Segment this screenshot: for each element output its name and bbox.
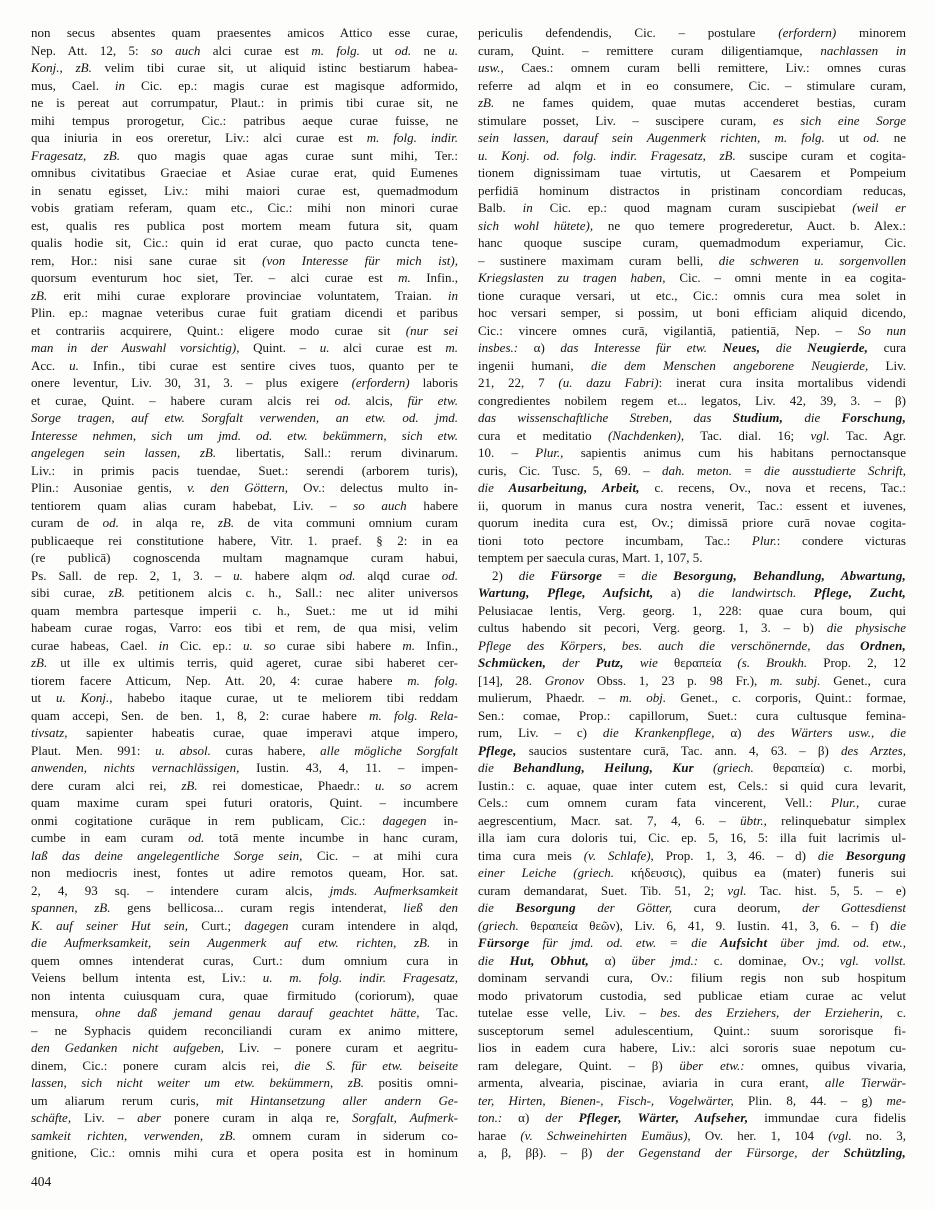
text-line: angelegen sein lassen, zB. libertatis, Sall.: rerum divinarum. <box>31 445 458 460</box>
text-line: 2, 4, 93 sq. – intendere curam alcis, jmds. Aufmerksamkeit <box>31 882 458 898</box>
text-line: lios in eadem cura habere, Liv.: alci sororis suae nepotum cu- <box>478 1040 906 1055</box>
italic-gloss: in <box>447 287 458 303</box>
italic-gloss: od. <box>188 830 205 845</box>
italic-gloss: die <box>890 917 906 933</box>
italic-gloss: des Arztes, <box>841 742 906 758</box>
italic-gloss: (Nachdenken), <box>607 427 685 443</box>
italic-gloss: über etw.: <box>679 1057 745 1073</box>
italic-gloss: (erfordern) <box>351 375 410 390</box>
italic-gloss: (v. Schlafe), <box>583 847 654 863</box>
italic-gloss: die Aufmerksamkeit, sein Augenmerk auf etw. richten, zB. <box>31 935 431 950</box>
text-line: Konj., zB. velim tibi curae sit, ut aliquid istinc bestiarum habea- <box>31 60 458 75</box>
italic-gloss: u. so <box>243 637 276 653</box>
text-line: [14], 28. Gronov Obss. 1, 23 p. 98 Fr.), m. subj. Genet., cura <box>478 672 906 688</box>
text-line: tionem dignissimam tuae virtutis, ut Caesarem et Pompeium <box>478 165 906 180</box>
text-line: curis, Cic. Tusc. 5, 69. – dah. meton. = die ausstudierte Schrift, <box>478 462 906 478</box>
italic-gloss: Gronov <box>544 672 585 688</box>
italic-gloss: u. Konj. od. folg. indir. Fragesatz, zB. <box>478 147 736 163</box>
italic-gloss: den Gedanken nicht aufgeben, <box>31 1040 225 1055</box>
bold-keyword: Putz, <box>595 655 624 670</box>
text-line: ram delegare, Quint. – β) über etw.: omnes, quibus vivaria, <box>478 1057 906 1073</box>
text-line: ingenii humani, die dem Menschen angeborene Neugierde, Liv. <box>478 357 906 373</box>
italic-gloss: od. <box>102 515 119 530</box>
italic-gloss: die <box>478 952 494 968</box>
italic-gloss: laß das deine angelegentliche Sorge sein, <box>31 847 303 863</box>
italic-gloss: m. <box>402 637 415 653</box>
text-line: ter, Hirten, Bienen-, Fisch-, Vogelwärter, Plin. 8, 44. – g) me- <box>478 1092 906 1108</box>
bold-keyword: Schmücken, <box>478 655 547 670</box>
text-line: die Hut, Obhut, α) über jmd.: c. dominae, Ov.; vgl. vollst. <box>478 952 906 968</box>
text-line: mus, Cael. in Cic. ep.: magis curae est magisque adformido, <box>31 77 458 93</box>
italic-gloss: die landwirtsch. <box>698 585 797 600</box>
italic-gloss: die dem Menschen angeborene Neugierde, <box>590 357 869 373</box>
italic-gloss: einer Leiche (griech. <box>478 865 615 880</box>
left-column <box>31 24 458 1162</box>
text-line <box>478 934 906 952</box>
text-line: onere leventur, Liv. 30, 31, 3. – plus exigere (erfordern) laboris <box>31 375 458 390</box>
italic-gloss: od. <box>339 567 356 583</box>
italic-gloss: usw., <box>478 60 504 75</box>
text-line: non mediocris inest, fontes ut adire remotos queam, Hor. sat. <box>31 865 458 880</box>
text-line: Iustin.: c. aquae, quae inter cutem est, Cels.: si quid cura levarit, <box>478 777 906 793</box>
italic-gloss: m. folg. Rela- <box>369 707 458 723</box>
italic-gloss: der Götter, <box>597 900 673 915</box>
italic-gloss: die <box>478 480 494 495</box>
italic-gloss: dagegen <box>244 917 289 933</box>
text-line: stimulare posset, Liv. – suscipere curam, es sich eine Sorge <box>478 112 906 128</box>
bold-keyword: Besorgung, Behandlung, Abwartung, <box>673 567 906 583</box>
text-line <box>31 409 458 427</box>
text-line: quam accepi, Sen. de ben. 1, 8, 2: curae habere m. folg. Rela- <box>31 707 458 723</box>
italic-gloss: das Interesse für etw. <box>560 340 708 355</box>
italic-gloss: Fragesatz, zB. <box>31 147 120 163</box>
italic-gloss: So nun <box>857 322 906 338</box>
italic-gloss: od. <box>394 42 412 58</box>
italic-gloss: die <box>518 567 535 583</box>
bold-keyword: Fürsorge <box>550 567 603 583</box>
text-line: periculis defendendis, Cic. – postulare (erfordern) minorem <box>478 25 906 40</box>
italic-gloss: (von Interesse für mich ist), <box>262 252 458 268</box>
italic-gloss: mit Hintansetzung aller andern Ge- <box>216 1092 458 1108</box>
italic-gloss: für etw. <box>407 392 458 408</box>
italic-gloss: angelegen sein lassen, zB. <box>31 445 217 460</box>
text-line: Balb. in Cic. ep.: quod magnam curam suscipiebat (weil er <box>478 200 906 215</box>
italic-gloss: die <box>641 567 658 583</box>
text-line: qualis hodie sit, Cic.: quin id erat curae, quo pacto cuncta tene- <box>31 235 458 250</box>
text-line: referre ad alqm et in eo consumere, Cic. – stimulare curam, <box>478 77 906 93</box>
italic-gloss: samkeit richten, verwenden, zB. <box>31 1127 236 1143</box>
text-line: cultus habendo sit pecori, Verg. georg. 1, 3. – b) die physische <box>478 620 906 635</box>
italic-gloss: alle mögliche Sorgfalt <box>320 742 458 758</box>
italic-gloss: spannen, zB. <box>31 900 111 915</box>
text-line: in senatu egisset, Liv.: mihi maiori curae est, quemadmodum <box>31 182 458 198</box>
text-line: schäfte, Liv. – aber ponere curam in alqa re, Sorgfalt, Aufmerk- <box>31 1110 458 1125</box>
page-number: 404 <box>31 1174 52 1189</box>
italic-gloss: Pflege des Körpers, bes. auch die verschönernde, das <box>478 637 845 653</box>
italic-gloss: die schweren u. sorgenvollen <box>718 252 906 268</box>
italic-gloss: über jmd.: <box>631 952 699 968</box>
text-line: tiorem facere Atticum, Nep. Att. 20, 4: curae habere m. folg. <box>31 672 458 688</box>
italic-gloss: die physische <box>826 620 906 635</box>
italic-gloss: ton.: <box>478 1110 503 1125</box>
text-line: laß das deine angelegentliche Sorge sein, Cic. – at mihi cura <box>31 847 458 863</box>
italic-gloss: Sorgfalt, Aufmerk- <box>352 1110 458 1125</box>
italic-gloss: der Gegenstand der Fürsorge, der <box>606 1145 830 1160</box>
italic-gloss: (weil er <box>852 200 906 215</box>
bold-keyword: Fürsorge <box>478 935 530 950</box>
bold-keyword: Besorgung <box>845 847 906 863</box>
text-line: curam, Quint. – remittere curam diligentiamque, nachlassen in <box>478 42 906 58</box>
italic-gloss: u. <box>69 357 79 373</box>
text-line: Schmücken, der Putz, wie θεραπεία (s. Broukh. Prop. 2, 12 <box>478 655 906 670</box>
text-line: cumbe in eam curam od. totā mente incumbe in hanc curam, <box>31 830 458 845</box>
text-line: tentiorem quam alias curam habebat, Liv. – so auch habere <box>31 497 458 513</box>
text-line: rem, Hor.: nisi sane curae sit (von Interesse für mich ist), <box>31 252 458 268</box>
text-line: samkeit richten, verwenden, zB. omnem curam in siderum co- <box>31 1127 458 1143</box>
italic-gloss: die S. für etw. beiseite <box>294 1057 458 1073</box>
text-line: hanc quoque suscipe curam, quemadmodum experiamur, Cic. <box>478 235 906 250</box>
bold-keyword: Pflege, <box>478 742 517 758</box>
text-line: tutelae esse velle, Liv. – bes. des Erziehers, der Erzieherin, c. <box>478 1005 906 1020</box>
italic-gloss: zB. <box>181 777 198 793</box>
text-line: mensura, ohne daß jemand genau darauf geachtet hätte, Tac. <box>31 1005 458 1020</box>
italic-gloss: m. <box>398 270 411 285</box>
italic-gloss: u. <box>233 567 243 583</box>
italic-gloss: m. obj. <box>619 690 667 705</box>
italic-gloss: in <box>522 200 533 215</box>
bold-keyword: Schützling, <box>843 1145 906 1160</box>
bold-keyword: Wartung, Pflege, Aufsicht, <box>478 585 654 600</box>
italic-gloss: (griech. <box>478 917 519 933</box>
italic-gloss: zB. <box>478 95 495 110</box>
italic-gloss: in <box>114 77 126 93</box>
italic-gloss: zB. <box>108 585 125 600</box>
italic-gloss: u. m. folg. indir. Fragesatz, <box>262 970 458 985</box>
bold-keyword: Ausarbeitung, Arbeit, <box>508 480 640 495</box>
text-line: Fragesatz, zB. quo magis quae agas curae sunt mihi, Ter.: <box>31 147 458 163</box>
text-line: tione curaque versari, ut etc., Cic.: omnis cura mea solet in <box>478 287 906 303</box>
text-line: tivsatz, sapienter habeatis curae, quae imperavi atque impero, <box>31 725 458 740</box>
text-line: Liv.: in primis pacis tuendae, Suet.: serendi (arborem turis), <box>31 462 458 478</box>
italic-gloss: vgl. <box>727 882 747 898</box>
text-line: sich wohl hütete), ne quo temere progrederetur, Auct. b. Alex.: <box>478 217 906 233</box>
text-line: usw., Caes.: omnem curam belli remittere, Liv.: omnes curas <box>478 60 906 75</box>
italic-gloss: die <box>817 847 834 863</box>
italic-gloss: u. absol. <box>155 742 211 758</box>
text-line: susceptorum semel adulescentium, Quint.: suum sororisque fi- <box>478 1022 906 1038</box>
italic-gloss: (griech. <box>713 760 754 775</box>
text-line: a, β, ββ). – β) der Gegenstand der Fürsorge, der Schützling, <box>478 1145 906 1160</box>
italic-gloss: sein lassen, darauf sein Augenmerk richten, m. folg. <box>478 130 825 145</box>
text-line: vobis gratiam referam, quam etc., Cic.: mihi non minori curae <box>31 200 458 215</box>
italic-gloss: es sich eine Sorge <box>772 112 906 128</box>
italic-gloss: ohne daß jemand genau darauf geachtet hätte, <box>95 1005 420 1020</box>
text-line: Kriegslasten zu tragen haben, Cic. – omni mente in ea cogita- <box>478 270 906 285</box>
text-line: um aliarum rerum curis, mit Hintansetzung aller andern Ge- <box>31 1092 458 1108</box>
italic-gloss: u. Konj., <box>56 690 113 705</box>
text-line: omnibus civitatibus Graeciae et Asiae curae erat, quid Eumenes <box>31 165 458 180</box>
italic-gloss: der Gottesdienst <box>802 900 906 915</box>
text-line: sibi curae, zB. petitionem alcis c. h., Sall.: nec aliter universos <box>31 585 458 600</box>
text-line: Wartung, Pflege, Aufsicht, a) die landwirtsch. Pflege, Zucht, <box>478 585 906 600</box>
italic-gloss: anwenden, nichts vernachlässigen, <box>31 760 240 775</box>
italic-gloss: m. folg. <box>311 42 360 58</box>
italic-gloss: Kriegslasten zu tragen haben, <box>478 270 666 285</box>
text-line: quam maxime curam spei futuri oratoris, Quint. – incumbere <box>31 795 458 810</box>
italic-gloss: m. folg. <box>407 672 458 688</box>
italic-gloss: dagegen <box>382 812 427 828</box>
text-line: 2) die Fürsorge = die Besorgung, Behandlung, Abwartung, <box>492 567 906 583</box>
text-line: congredientes nobilem regem et... legatos, Liv. 42, 39, 3. – β) <box>478 392 906 408</box>
bold-keyword: Forschung, <box>841 410 906 425</box>
text-line: Plaut. Men. 991: u. absol. curas habere, alle mögliche Sorgfalt <box>31 742 458 758</box>
text-line: harae (v. Schweinehirten Eumäus), Ov. her. 1, 104 (vgl. no. 3, <box>478 1127 906 1143</box>
bold-keyword: Studium, <box>732 410 784 425</box>
text-line: non intenta cuiusquam cura, quae firmitudo (coriorum), quae <box>31 987 458 1003</box>
italic-gloss: insbes.: <box>478 340 519 355</box>
italic-gloss: m. folg. indir. <box>366 130 458 145</box>
italic-gloss: (nur sei <box>405 322 458 338</box>
text-line: temptem per saecula curas, Mart. 1, 107, 5. <box>478 550 703 565</box>
text-line: et curae, Quint. – habere curam alcis rei od. alcis, für etw. <box>31 392 458 408</box>
text-line: (griech. θεραπεία θεῶν), Liv. 6, 41, 9. Iustin. 41, 3, 6. – f) die <box>478 917 906 933</box>
text-line: – ne Syphacis quidem reconciliandi curam ex animo mittere, <box>31 1022 458 1038</box>
italic-gloss: Plur. <box>751 532 777 548</box>
italic-gloss: vgl. vollst. <box>839 952 906 968</box>
text-line <box>478 637 906 655</box>
text-line: die Aufmerksamkeit, sein Augenmerk auf etw. richten, zB. in <box>31 935 458 950</box>
text-line: dere curam alci rei, zB. rei domesticae, Phaedr.: u. so acrem <box>31 777 458 793</box>
italic-gloss: u. <box>448 42 458 58</box>
italic-gloss: m. <box>445 340 458 355</box>
text-line: rum, Liv. – c) die Krankenpflege, α) des Wärters usw., die <box>478 725 906 740</box>
bold-keyword: Aufsicht <box>720 935 768 950</box>
italic-gloss: für jmd. od. etw. = die <box>542 935 708 950</box>
text-line: (re publicā) cognoscenda multam magnamque curam habui, <box>31 550 458 565</box>
bold-keyword: Neugierde, <box>807 340 869 355</box>
text-line: Plin. ep.: magnae veteribus curae fuit gratiam dicendi et paribus <box>31 305 458 320</box>
text-line: non secus absentes quam praesentes amicos Attico esse curae, <box>31 25 458 40</box>
italic-gloss: dah. meton. <box>661 462 733 478</box>
italic-gloss: (s. Broukh. <box>737 655 808 670</box>
italic-gloss: die <box>804 410 821 425</box>
text-line: den Gedanken nicht aufgeben, Liv. – ponere curam et aegritu- <box>31 1040 458 1055</box>
italic-gloss: das wissenschaftliche Streben, das <box>478 410 712 425</box>
italic-gloss: v. den Göttern, <box>187 480 288 495</box>
italic-gloss: (erfordern) <box>778 25 837 40</box>
text-line: modo privatorum custodia, sed publicae etiam curae ac velut <box>478 987 906 1003</box>
text-line: die Behandlung, Heilung, Kur (griech. θεραπεία) c. morbi, <box>478 760 906 775</box>
right-column <box>478 24 906 1162</box>
italic-gloss: wie <box>639 655 658 670</box>
text-line: die Ausarbeitung, Arbeit, c. recens, Ov., nova et recens, Tac.: <box>478 480 906 495</box>
italic-gloss: bes. des Erziehers, der Erzieherin, <box>660 1005 883 1020</box>
italic-gloss: die <box>775 340 792 355</box>
text-line: Cic.: vincere omnes curā, vigilantiā, patientiā, Nep. – So nun <box>478 322 906 338</box>
text-line: Ps. Sall. de rep. 2, 1, 3. – u. habere alqm od. alqd curae od. <box>31 567 458 583</box>
text-line: curae habeas, Cael. in Cic. ep.: u. so curae sibi habere m. Infin., <box>31 637 458 653</box>
text-line: ut u. Konj., habebo itaque curae, ut te meliorem tibi reddam <box>31 690 458 705</box>
italic-gloss: sich wohl hütete), <box>478 217 594 233</box>
italic-gloss: nachlassen in <box>820 42 906 58</box>
text-line: ne is pereat aut corrumpatur, Plaut.: in primis tibi curae sit, ne <box>31 95 458 110</box>
text-line: habeam curae rogas, Varro: eos tibi et rem, de qua misi, velim <box>31 620 458 635</box>
text-line <box>478 409 906 427</box>
text-line: mihi tempus prorogetur, Cic.: patribus aeque curae fuisse, ne <box>31 112 458 128</box>
italic-gloss: man in der Auswahl vorsichtig), <box>31 340 240 355</box>
text-line: Veiens bellum intenta est, Liv.: u. m. folg. indir. Fragesatz, <box>31 970 458 985</box>
italic-gloss: die <box>478 900 494 915</box>
text-line: insbes.: α) das Interesse für etw. Neues, die Neugierde, cura <box>478 340 906 355</box>
text-line: illa iam cura doloris tui, Cic. ep. 5, 16, 5: illa fuit lacrimis ul- <box>478 830 906 845</box>
text-line: tioni toto pectore incumbam, Tac.: Plur.: condere victuras <box>478 532 906 548</box>
text-line: u. Konj. od. folg. indir. Fragesatz, zB. suscipe curam et cogita- <box>478 147 906 163</box>
italic-gloss: über jmd. od. etw., <box>780 935 906 950</box>
italic-gloss: m. subj. <box>770 672 821 688</box>
italic-gloss: u. so <box>375 777 412 793</box>
text-line: zB. ut ille ex ultimis terris, quid ageret, curae sibi haberet cer- <box>31 655 458 670</box>
text-line: ii, quorum in manus cura nostra venerit, Tac.: essent et iuvenes, <box>478 497 906 513</box>
italic-gloss: Plur., <box>535 445 564 460</box>
text-line: ton.: α) der Pfleger, Wärter, Aufseher, immundae cura fidelis <box>478 1110 906 1125</box>
italic-gloss: in <box>158 637 169 653</box>
text-line: Cels.: cum omnem curam fata vincerent, Vell.: Plur., curae <box>478 795 906 810</box>
text-line: hoc versari semper, si possim, ut boni efficiam aliquid dicendo, <box>478 305 906 320</box>
text-line: onmi cogitatione curāque in rem publicam, Cic.: dagegen in- <box>31 812 458 828</box>
text-line: anwenden, nichts vernachlässigen, Iustin. 43, 4, 11. – impen- <box>31 760 458 775</box>
text-line: curam demandarat, Suet. Tib. 51, 2; vgl. Tac. hist. 5, 5. – e) <box>478 882 906 898</box>
text-line: 10. – Plur., sapientis animus cum his habitans pernoctansque <box>478 445 906 460</box>
italic-gloss: od. <box>334 392 351 408</box>
text-line: man in der Auswahl vorsichtig), Quint. – u. alci curae est m. <box>31 340 458 355</box>
italic-gloss: alle Tierwär- <box>824 1075 906 1090</box>
text-line: K. auf seiner Hut sein, Curt.; dagegen curam intendere in alqd, <box>31 917 458 933</box>
text-line: quam membra partesque imperii c. h., Suet.: me ut id mihi <box>31 602 458 618</box>
bold-keyword: Neues, <box>722 340 761 355</box>
italic-gloss: zB. <box>217 515 235 530</box>
italic-gloss: die <box>478 760 494 775</box>
italic-gloss: tivsatz, <box>31 725 68 740</box>
text-line: 21, 22, 7 (u. dazu Fabri): inerat cura insita mortalibus videndi <box>478 375 906 390</box>
bold-keyword: Behandlung, Heilung, Kur <box>512 760 694 775</box>
text-line: tima cura meis (v. Schlafe), Prop. 1, 3, 46. – d) die Besorgung <box>478 847 906 863</box>
text-line: Pflege, saucios sustentare curā, Tac. ann. 4, 63. – β) des Arztes, <box>478 742 906 758</box>
text-line: quem omnes intenderat curas, Curt.: dum omnium cura in <box>31 952 458 968</box>
italic-gloss: u. <box>319 340 330 355</box>
italic-gloss: Plur., <box>831 795 860 810</box>
text-line: Acc. u. Infin., tibi curae est sentire cives tuos, quanto per te <box>31 357 458 373</box>
italic-gloss: lassen, sich nicht weiter um etw. bekümmern, zB. <box>31 1075 364 1090</box>
italic-gloss: schäfte, <box>31 1110 72 1125</box>
bold-keyword: Pfleger, Wärter, Aufseher, <box>578 1110 749 1125</box>
text-line: quorsum eventurum hoc siet, Ter. – alci curae est m. Infin., <box>31 270 458 285</box>
italic-gloss: jmds. Aufmerksamkeit <box>329 882 458 898</box>
text-line: lassen, sich nicht weiter um etw. bekümmern, zB. positis omni- <box>31 1075 458 1090</box>
text-line: Pelusiacae lentis, Verg. georg. 1, 228: quae cura boum, qui <box>478 602 906 618</box>
text-line: Nep. Att. 12, 5: so auch alci curae est m. folg. ut od. ne u. <box>31 42 458 58</box>
text-line: quorum inedita cura est, Ov.; dimissā priore curā novae cogita- <box>478 515 906 530</box>
text-line: gnitione, Cic.: omnis mihi cura et opera posita est in hominum <box>31 1145 458 1160</box>
text-line: perfidiā hominum distractos in pristinam concordiam reducas, <box>478 182 906 198</box>
text-line: mulierum, Phaedr. – m. obj. Genet., c. corporis, Quint.: formae, <box>478 690 906 705</box>
text-line: armenta, alvearia, piscinae, aviaria in cura erant, alle Tierwär- <box>478 1075 906 1090</box>
italic-gloss: der <box>545 1110 563 1125</box>
italic-gloss: od. <box>863 130 880 145</box>
text-line: qua iniuria in eos oreretur, Liv.: alci curae est m. folg. indir. <box>31 130 458 145</box>
text-line: cura et meditatio (Nachdenken), Tac. dial. 16; vgl. Tac. Agr. <box>478 427 906 443</box>
italic-gloss: übtr., <box>740 812 767 828</box>
text-line: sein lassen, darauf sein Augenmerk richten, m. folg. ut od. ne <box>478 130 906 145</box>
text-line: – sustinere maximam curam belli, die schweren u. sorgenvollen <box>478 252 906 268</box>
text-line: spannen, zB. gens bellicosa... curam regis intenderat, ließ den <box>31 900 458 915</box>
text-line <box>31 427 458 445</box>
italic-gloss: so auch <box>151 42 201 58</box>
italic-gloss: Interesse nehmen, sich um jmd. od. etw. bekümmern, sich etw. <box>31 427 458 443</box>
italic-gloss: (u. dazu Fabri) <box>558 375 659 390</box>
italic-gloss: K. auf seiner Hut sein, <box>31 917 188 933</box>
text-line: curam de od. in alqa re, zB. de vita communi omnium curam <box>31 515 458 530</box>
text-line: einer Leiche (griech. κήδευσις), quibus ea (mater) funeris sui <box>478 865 906 880</box>
italic-gloss: vgl. <box>810 427 830 443</box>
text-line: est, qualis res publica post mortem meam futura sit, quam <box>31 217 458 233</box>
italic-gloss: die Krankenpflege, <box>602 725 715 740</box>
italic-gloss: der <box>562 655 580 670</box>
text-line: Sen.: comae, Prop.: capillorum, Suet.: cura cultusque femina- <box>478 707 906 723</box>
italic-gloss: die ausstudierte Schrift, <box>764 462 906 478</box>
italic-gloss: me- <box>886 1092 906 1108</box>
italic-gloss: zB. <box>31 287 48 303</box>
bold-keyword: Hut, Obhut, <box>509 952 589 968</box>
text-line: zB. erit mihi curae explorare provinciae voluntatem, Traian. in <box>31 287 458 303</box>
text-line: dinem, Cic.: ponere curam alcis rei, die S. für etw. beiseite <box>31 1057 458 1073</box>
italic-gloss: Sorge tragen, auf etw. Sorgfalt verwenden, an etw. od. jmd. <box>31 410 458 425</box>
text-line: Plin.: Ausoniae gentis, v. den Göttern, Ov.: delectus multo in- <box>31 480 458 495</box>
italic-gloss: (v. Schweinehirten Eumäus), <box>520 1127 691 1143</box>
text-line: die Besorgung der Götter, cura deorum, der Gottesdienst <box>478 900 906 915</box>
text-line: et contrariis acquirere, Quint.: eligere modo curae sit (nur sei <box>31 322 458 338</box>
bold-keyword: Pflege, Zucht, <box>813 585 906 600</box>
italic-gloss: des Wärters usw., die <box>757 725 906 740</box>
italic-gloss: Konj., zB. <box>31 60 92 75</box>
text-line: dominam servandi cura, Ov.: filium regis non sub hospitum <box>478 970 906 985</box>
italic-gloss: (vgl. <box>828 1127 852 1143</box>
text-line: publicaeque rei constitutione habere, Vitr. 1. praef. § 2: in ea <box>31 532 458 548</box>
italic-gloss: ter, Hirten, Bienen-, Fisch-, Vogelwärter, <box>478 1092 734 1108</box>
italic-gloss: ließ den <box>403 900 458 915</box>
bold-keyword: Besorgung <box>515 900 576 915</box>
italic-gloss: aber <box>137 1110 161 1125</box>
italic-gloss: so auch <box>353 497 407 513</box>
bold-keyword: Ordnen, <box>860 637 906 653</box>
italic-gloss: zB. <box>31 655 48 670</box>
italic-gloss: od. <box>441 567 458 583</box>
text-line: zB. ne fames quidem, quae mutas accenderet bestias, curam <box>478 95 906 110</box>
text-line: aegrescentium, Macr. sat. 7, 4, 6. – übtr., relinquebatur simplex <box>478 812 906 828</box>
